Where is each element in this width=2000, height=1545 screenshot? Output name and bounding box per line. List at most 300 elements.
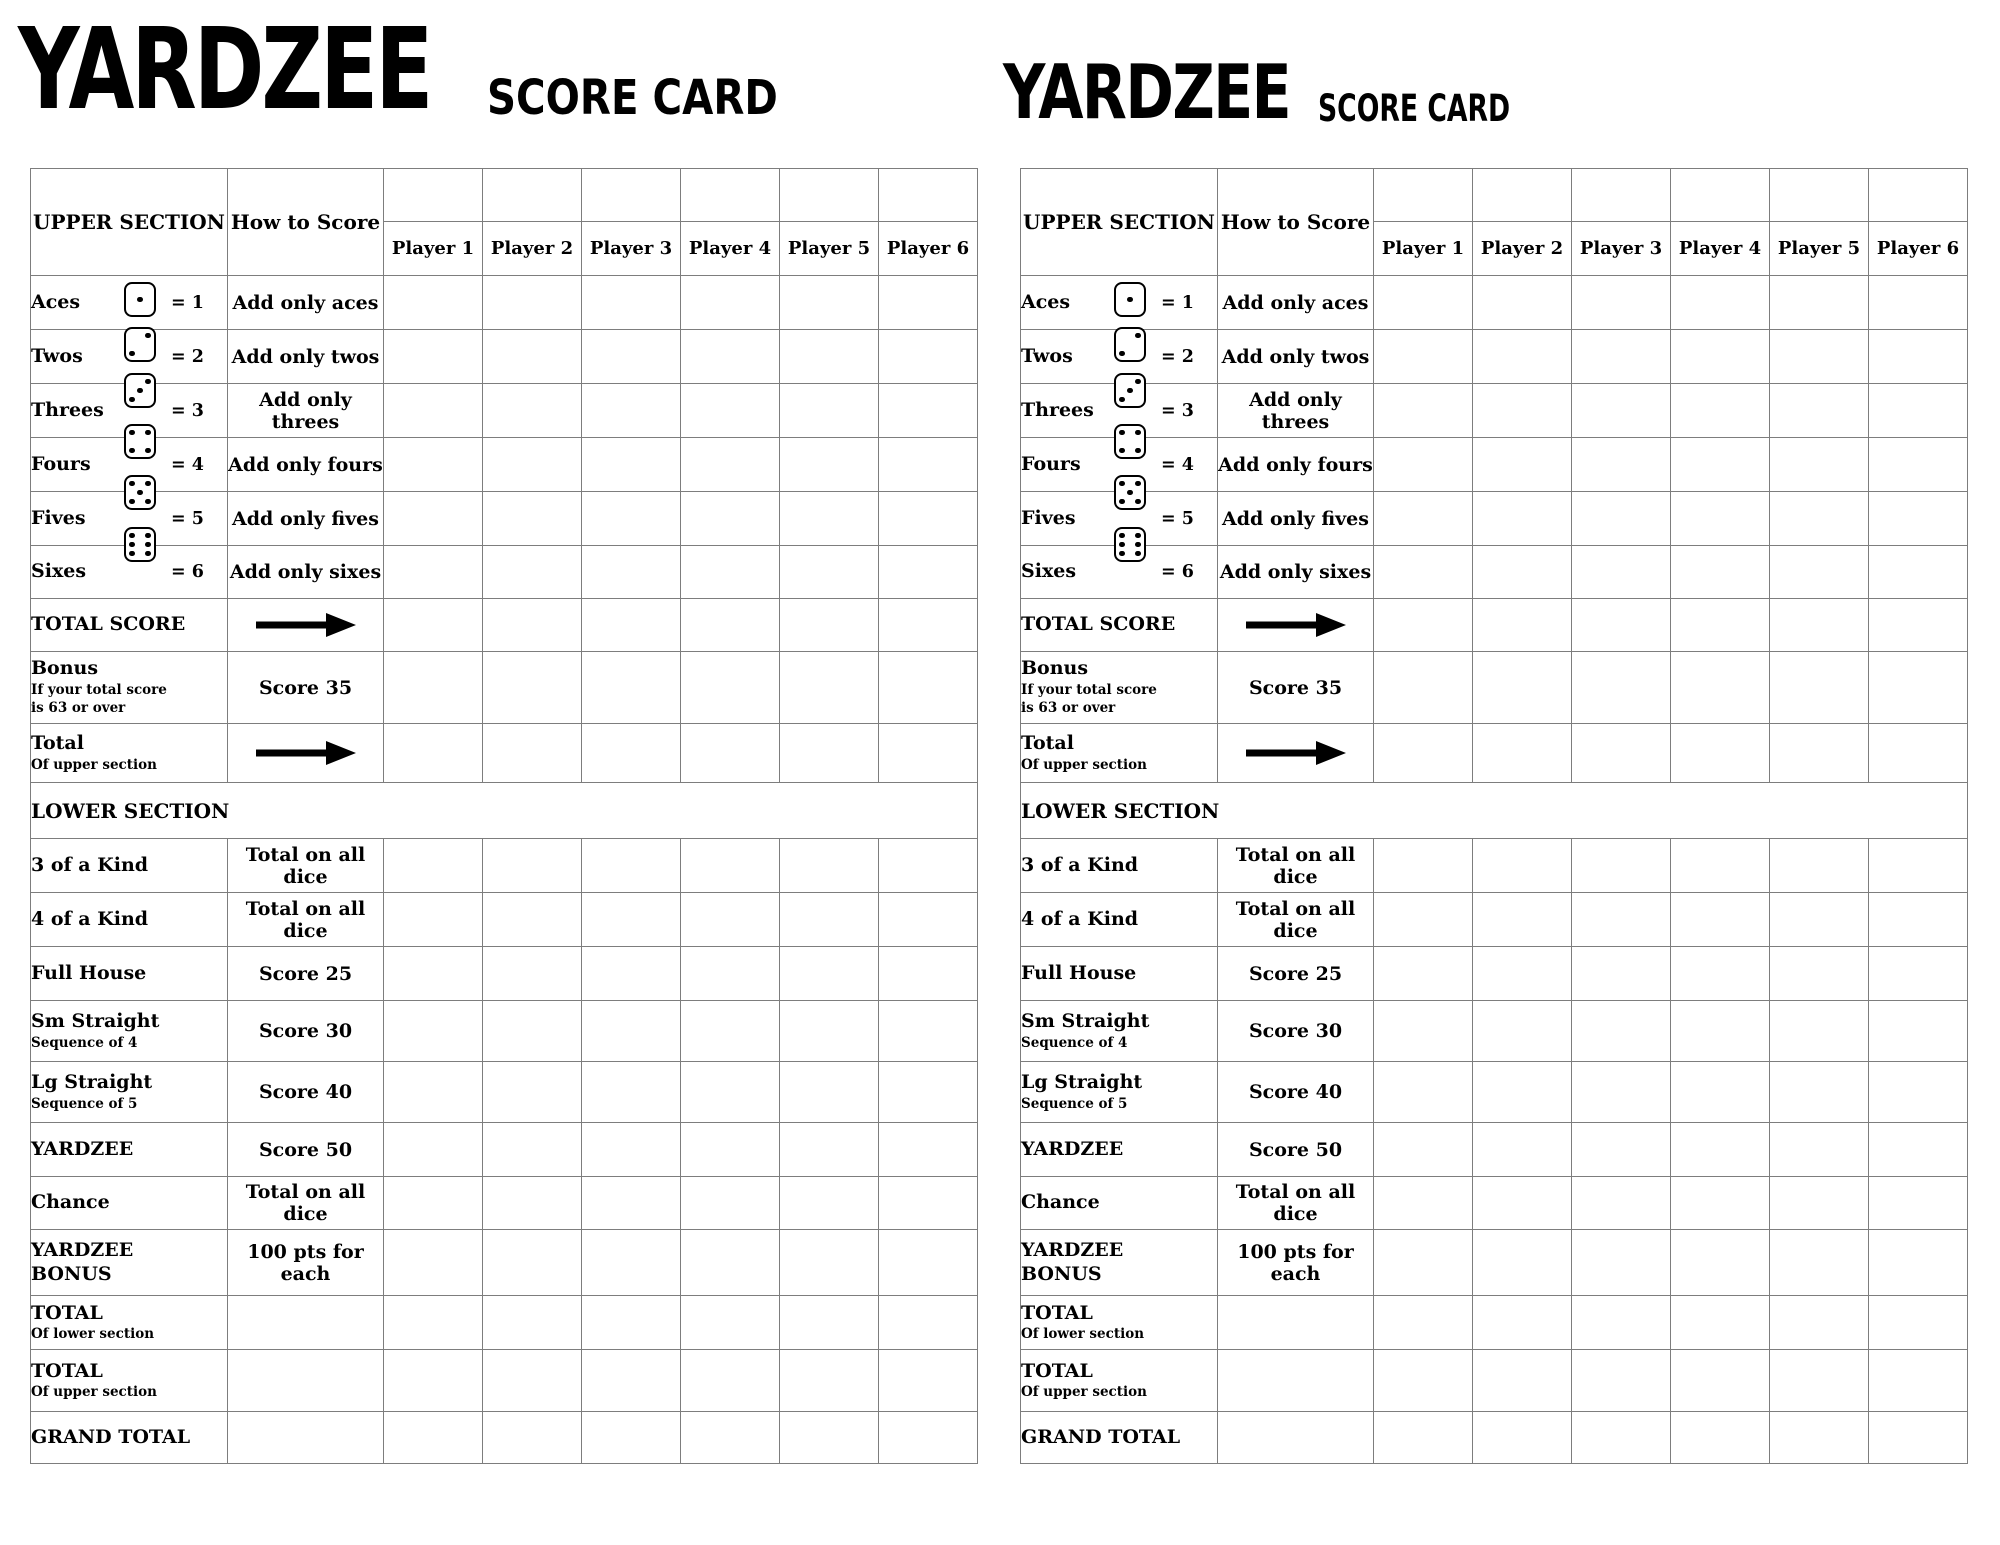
score-cell [780, 438, 879, 492]
how-to-score-value: 100 pts for each [1237, 1240, 1354, 1285]
score-cell [780, 1412, 879, 1464]
score-cell [1770, 438, 1869, 492]
score-cell [1770, 652, 1869, 724]
score-cell [1671, 330, 1770, 384]
die-value: = 4 [171, 454, 204, 475]
score-cell [1473, 1001, 1572, 1062]
die-value: = 5 [1161, 508, 1194, 529]
score-cell [384, 384, 483, 438]
die-pip [129, 542, 135, 548]
score-cell [1671, 546, 1770, 599]
score-cell [1869, 947, 1968, 1001]
row-label-cell [31, 1001, 228, 1062]
score-cell [582, 1001, 681, 1062]
die-pip [1135, 499, 1141, 505]
die-pip [145, 499, 151, 505]
row-sublabel: Sequence of 5 [1021, 1095, 1128, 1112]
player-header: Player 2 [483, 222, 582, 276]
score-cell [384, 330, 483, 384]
score-cell [681, 384, 780, 438]
row-sm-straight [31, 1001, 978, 1062]
score-cell [1770, 1123, 1869, 1177]
die-2-icon [1114, 327, 1146, 362]
row-label: Total [31, 732, 84, 755]
row-sixes [31, 546, 978, 599]
score-cell [1473, 893, 1572, 947]
die-pip [1119, 448, 1125, 454]
how-to-score-cell [1218, 546, 1374, 599]
how-to-score-cell [228, 599, 384, 652]
score-cell [582, 492, 681, 546]
score-cell [1473, 1123, 1572, 1177]
row-four-kind [31, 893, 978, 947]
score-cell [384, 438, 483, 492]
score-cell [1374, 947, 1473, 1001]
upper-section-header: UPPER SECTION [31, 169, 228, 276]
score-cell [879, 546, 978, 599]
row-three-kind [1021, 839, 1968, 893]
row-label: TOTAL SCORE [31, 613, 186, 636]
how-to-score-cell [228, 546, 384, 599]
score-cell [879, 1296, 978, 1350]
row-label: 3 of a Kind [1021, 853, 1139, 876]
row-label-cell [31, 546, 228, 599]
score-cell [1374, 1177, 1473, 1230]
score-cell [384, 1062, 483, 1123]
score-cell [384, 492, 483, 546]
row-sublabel: Sequence of 4 [1021, 1034, 1128, 1051]
row-label: Fours [1021, 452, 1081, 475]
row-label-line: YARDZEE [31, 1238, 134, 1261]
row-yardzee [31, 1123, 978, 1177]
score-cell [879, 839, 978, 893]
how-to-score-value: Add only twos [1221, 345, 1370, 368]
score-cell [1374, 839, 1473, 893]
player-header: Player 1 [1374, 222, 1473, 276]
die-value: = 6 [171, 562, 204, 582]
lower-section-label-cell [31, 783, 978, 839]
upper-section-header: UPPER SECTION [1021, 169, 1218, 276]
how-to-score-value: Total on all dice [1235, 897, 1356, 942]
how-to-score-cell [228, 1230, 384, 1296]
score-cell [879, 438, 978, 492]
arrow-right-icon [256, 612, 356, 638]
how-to-score-cell [1218, 893, 1374, 947]
score-cell [1770, 1001, 1869, 1062]
die-pip [145, 333, 151, 339]
score-cell [1374, 1350, 1473, 1412]
row-lg-straight [1021, 1062, 1968, 1123]
score-cell [1572, 652, 1671, 724]
row-label-cell [1021, 839, 1218, 893]
how-to-score-cell [228, 1062, 384, 1123]
how-to-score-value: Score 25 [1248, 962, 1343, 985]
score-cell [1869, 1001, 1968, 1062]
row-label-cell [31, 276, 228, 330]
score-cell [384, 947, 483, 1001]
score-cell [483, 438, 582, 492]
row-label: Threes [31, 398, 104, 421]
score-cell [1374, 384, 1473, 438]
score-cell [1770, 1296, 1869, 1350]
row-fours [31, 438, 978, 492]
die-pip [1135, 448, 1141, 454]
how-to-score-cell [228, 1296, 384, 1350]
row-label-cell [1021, 1123, 1218, 1177]
score-cell [483, 724, 582, 783]
how-to-score-cell [228, 492, 384, 546]
row-label-line: BONUS [31, 1262, 112, 1285]
how-to-score-value: Add only aces [1222, 291, 1369, 314]
row-lg-straight [31, 1062, 978, 1123]
score-cell [780, 652, 879, 724]
row-label-cell [1021, 947, 1218, 1001]
die-pip [1119, 499, 1125, 505]
row-label: Chance [1021, 1191, 1100, 1214]
how-to-score-value: Add only fives [232, 507, 379, 530]
row-label-cell [1021, 1412, 1218, 1464]
row-total-upper [1021, 724, 1968, 783]
score-cell [780, 839, 879, 893]
die-pip [145, 481, 151, 487]
row-label-cell [31, 724, 228, 783]
score-cell [1473, 1062, 1572, 1123]
die-pip [1119, 551, 1125, 557]
how-to-score-cell [228, 384, 384, 438]
score-cell [1671, 947, 1770, 1001]
die-pip [145, 533, 151, 539]
score-cell [681, 1123, 780, 1177]
how-to-score-value: Score 50 [258, 1138, 353, 1161]
score-cell [1572, 384, 1671, 438]
row-label: Full House [1021, 961, 1137, 984]
score-cell [582, 947, 681, 1001]
row-label: 4 of a Kind [31, 907, 149, 930]
row-label: Aces [1021, 290, 1071, 313]
score-cell [1572, 1350, 1671, 1412]
row-sm-straight [1021, 1001, 1968, 1062]
score-cell [1869, 652, 1968, 724]
score-cell [1770, 276, 1869, 330]
score-cell [582, 599, 681, 652]
score-cell [1671, 1230, 1770, 1296]
row-label-cell [1021, 599, 1218, 652]
player-column-top-cell [1572, 169, 1671, 222]
score-cell [1770, 330, 1869, 384]
how-to-score-value: Total on all dice [245, 897, 366, 942]
die-4-icon [1114, 424, 1146, 459]
row-fours [1021, 438, 1968, 492]
score-cell [780, 384, 879, 438]
die-6-icon [1114, 527, 1146, 562]
score-cell [879, 1230, 978, 1296]
card-subtitle: SCORE CARD [1318, 87, 1511, 130]
row-label: Full House [31, 961, 147, 984]
score-cell [879, 276, 978, 330]
score-cell [1869, 1412, 1968, 1464]
how-to-score-cell [1218, 1412, 1374, 1464]
score-cell [1671, 1177, 1770, 1230]
score-cell [1671, 1123, 1770, 1177]
row-label-cell [1021, 546, 1218, 599]
how-to-score-cell [1218, 492, 1374, 546]
how-to-score-cell [1218, 1296, 1374, 1350]
player-header: Player 6 [879, 222, 978, 276]
score-cell [1572, 276, 1671, 330]
score-cell [582, 724, 681, 783]
row-label-cell [31, 1177, 228, 1230]
die-pip [1135, 533, 1141, 539]
score-cell [1572, 1230, 1671, 1296]
how-to-score-value: Add only sixes [1219, 561, 1372, 583]
row-label: Fours [31, 452, 91, 475]
die-value: = 3 [171, 400, 204, 421]
score-cell [879, 384, 978, 438]
how-to-score-value: Score 25 [258, 962, 353, 985]
how-to-score-cell [1218, 599, 1374, 652]
row-label: GRAND TOTAL [31, 1425, 191, 1448]
score-cell [483, 1123, 582, 1177]
die-pip [1119, 481, 1125, 487]
row-grand-total [31, 1412, 978, 1464]
score-cell [1770, 492, 1869, 546]
row-label: TOTAL [31, 1301, 103, 1324]
die-pip [1127, 297, 1133, 303]
row-label: Sm Straight [1021, 1010, 1150, 1033]
how-to-score-value: Add only threes [259, 388, 352, 433]
row-label: Fives [1021, 506, 1076, 529]
how-to-score-cell [228, 1412, 384, 1464]
die-pip [1135, 481, 1141, 487]
score-cell [681, 947, 780, 1001]
score-cell [681, 1001, 780, 1062]
die-pip [1135, 542, 1141, 548]
die-pip [1119, 542, 1125, 548]
score-cell [681, 724, 780, 783]
player-header: Player 4 [681, 222, 780, 276]
score-cell [1770, 546, 1869, 599]
die-value: = 5 [171, 508, 204, 529]
row-label-cell [31, 839, 228, 893]
die-2-icon [124, 327, 156, 362]
score-cell [1473, 492, 1572, 546]
die-pip [137, 490, 143, 496]
score-cell [879, 1412, 978, 1464]
score-cell [681, 893, 780, 947]
score-cell [879, 330, 978, 384]
die-pip [145, 542, 151, 548]
score-cell [1770, 724, 1869, 783]
score-cell [1572, 893, 1671, 947]
row-label: TOTAL [1021, 1301, 1093, 1324]
score-cell [1770, 1177, 1869, 1230]
how-to-score-cell [1218, 839, 1374, 893]
row-label-cell [31, 1230, 228, 1296]
score-cell [1473, 330, 1572, 384]
score-cell [1869, 384, 1968, 438]
how-to-score-cell [1218, 1350, 1374, 1412]
score-cell [1374, 546, 1473, 599]
score-cell [1473, 947, 1572, 1001]
row-label-cell [31, 1062, 228, 1123]
die-3-icon [124, 373, 156, 408]
row-sublabel: Sequence of 5 [31, 1095, 138, 1112]
how-to-score-cell [228, 893, 384, 947]
score-cell [384, 1177, 483, 1230]
score-cell [1572, 1062, 1671, 1123]
row-sublabel: If your total score [1021, 682, 1157, 699]
score-cell [1869, 724, 1968, 783]
row-sublabel: Sequence of 4 [31, 1034, 138, 1051]
row-yardzee-bonus [1021, 1230, 1968, 1296]
score-cell [582, 276, 681, 330]
score-cell [681, 652, 780, 724]
score-cell [1869, 1123, 1968, 1177]
player-column-top-cell [1869, 169, 1968, 222]
row-label-cell [31, 1412, 228, 1464]
score-cell [384, 1412, 483, 1464]
row-three-kind [31, 839, 978, 893]
score-cell [1374, 1412, 1473, 1464]
die-value: = 6 [1161, 562, 1194, 582]
row-sublabel: If your total score [31, 682, 167, 699]
section-label: LOWER SECTION [31, 798, 230, 823]
die-pip [1127, 490, 1133, 496]
player-header: Player 4 [1671, 222, 1770, 276]
score-cell [483, 1177, 582, 1230]
die-pip [137, 297, 143, 303]
row-label-cell [1021, 1230, 1218, 1296]
score-cell [780, 1350, 879, 1412]
row-label-cell [31, 947, 228, 1001]
score-cell [483, 893, 582, 947]
score-cell [483, 384, 582, 438]
score-cell [1473, 438, 1572, 492]
score-cell [582, 1123, 681, 1177]
score-cell [1473, 384, 1572, 438]
row-sixes [1021, 546, 1968, 599]
score-cell [780, 724, 879, 783]
score-cell [1473, 599, 1572, 652]
die-pip [145, 551, 151, 557]
score-cell [384, 1230, 483, 1296]
row-label-cell [1021, 893, 1218, 947]
die-5-icon [1114, 475, 1146, 510]
score-cell [780, 546, 879, 599]
score-cell [483, 1062, 582, 1123]
row-label: 4 of a Kind [1021, 907, 1139, 930]
row-label: Chance [31, 1191, 110, 1214]
score-cell [1572, 1177, 1671, 1230]
how-to-score-header: How to Score [228, 169, 384, 276]
score-cell [1473, 1350, 1572, 1412]
score-cell [384, 546, 483, 599]
score-cell [1671, 1062, 1770, 1123]
how-to-score-value: Add only threes [1249, 388, 1342, 433]
score-cell [1374, 330, 1473, 384]
how-to-score-cell [1218, 724, 1374, 783]
score-cell [1374, 652, 1473, 724]
die-4-icon [124, 424, 156, 459]
score-cell [1770, 947, 1869, 1001]
score-cell [582, 438, 681, 492]
row-label: GRAND TOTAL [1021, 1425, 1181, 1448]
how-to-score-value: Add only aces [232, 291, 379, 314]
header-row-top [31, 169, 978, 222]
die-6-icon [124, 527, 156, 562]
die-pip [145, 430, 151, 436]
row-sublabel: is 63 or over [31, 700, 126, 717]
how-to-score-value: 100 pts for each [247, 1240, 364, 1285]
how-to-score-cell [1218, 1123, 1374, 1177]
how-to-score-value: Total on all dice [1235, 843, 1356, 888]
score-cell [582, 839, 681, 893]
card-title: YARDZEE [18, 5, 431, 135]
player-header: Player 5 [1770, 222, 1869, 276]
player-header: Player 6 [1869, 222, 1968, 276]
score-cell [1671, 384, 1770, 438]
row-lower-section [31, 783, 978, 839]
score-cell [1473, 1230, 1572, 1296]
row-threes [31, 384, 978, 438]
row-label-cell [31, 1350, 228, 1412]
row-grand-total [1021, 1412, 1968, 1464]
score-cell [681, 1296, 780, 1350]
how-to-score-cell [1218, 1001, 1374, 1062]
score-cell [1473, 1177, 1572, 1230]
arrow-right-icon [1246, 612, 1346, 638]
score-cell [384, 276, 483, 330]
row-four-kind [1021, 893, 1968, 947]
row-label: Bonus [1021, 657, 1089, 680]
row-label: Twos [31, 344, 83, 367]
how-to-score-value: Add only fours [228, 453, 383, 476]
row-sublabel: Of upper section [1021, 1384, 1147, 1401]
how-to-score-cell [1218, 384, 1374, 438]
score-cell [1671, 276, 1770, 330]
how-to-score-value: Score 35 [1248, 676, 1343, 699]
row-twos [1021, 330, 1968, 384]
row-label: TOTAL [1021, 1359, 1093, 1382]
die-1-icon [1114, 282, 1146, 317]
how-to-score-value: Add only fives [1222, 507, 1369, 530]
score-cell [879, 1062, 978, 1123]
lower-section-label-cell [1021, 783, 1968, 839]
row-total-upper [31, 724, 978, 783]
how-to-score-cell [1218, 652, 1374, 724]
score-cell [1473, 724, 1572, 783]
die-pip [129, 351, 135, 357]
die-1-icon [124, 282, 156, 317]
die-pip [1119, 351, 1125, 357]
row-label-cell [31, 893, 228, 947]
score-cell [384, 1296, 483, 1350]
score-cell [384, 724, 483, 783]
score-cell [483, 1412, 582, 1464]
score-cell [1374, 1062, 1473, 1123]
score-cell [1374, 599, 1473, 652]
player-column-top-cell [1671, 169, 1770, 222]
how-to-score-header: How to Score [1218, 169, 1374, 276]
die-value: = 3 [1161, 400, 1194, 421]
how-to-score-value: Add only sixes [229, 561, 382, 583]
how-to-score-value: Add only fours [1218, 453, 1373, 476]
how-to-score-cell [1218, 1177, 1374, 1230]
score-cell [1572, 599, 1671, 652]
row-label: Lg Straight [1021, 1071, 1143, 1094]
score-cell [879, 599, 978, 652]
score-cell [384, 1123, 483, 1177]
